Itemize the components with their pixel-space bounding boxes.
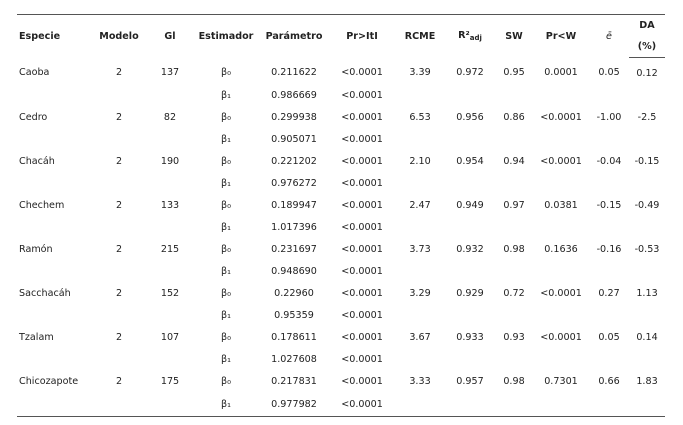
empty-cell <box>445 260 495 282</box>
cell-sw: 0.72 <box>503 287 525 299</box>
empty-cell <box>629 392 665 417</box>
cell-gl: 175 <box>160 375 180 387</box>
cell-da: 1.13 <box>636 287 658 299</box>
cell-modelo: 2 <box>115 287 123 299</box>
empty-cell <box>445 172 495 194</box>
empty-cell <box>17 216 91 238</box>
empty-cell <box>91 172 147 194</box>
cell-pr-t: <0.0001 <box>341 155 383 167</box>
cell-da: -0.15 <box>634 155 660 167</box>
cell-e-bar: -1.00 <box>596 111 622 123</box>
cell-gl: 133 <box>160 199 180 211</box>
cell-pr-t: <0.0001 <box>341 265 383 277</box>
cell-pr-t: <0.0001 <box>341 309 383 321</box>
cell-pr-t: <0.0001 <box>341 375 383 387</box>
cell-sw: 0.98 <box>503 375 525 387</box>
cell-gl: 107 <box>160 331 180 343</box>
empty-cell <box>147 392 193 417</box>
cell-rcme: 6.53 <box>409 111 431 123</box>
empty-cell <box>629 128 665 150</box>
cell-modelo: 2 <box>115 155 123 167</box>
cell-pr-t: <0.0001 <box>341 221 383 233</box>
cell-parametro: 0.986669 <box>271 89 317 101</box>
empty-cell <box>17 260 91 282</box>
empty-cell <box>91 128 147 150</box>
empty-cell <box>147 84 193 106</box>
header-gl: Gl <box>164 30 176 42</box>
empty-cell <box>533 128 589 150</box>
header-rcme: RCME <box>404 30 436 42</box>
table-row <box>17 216 665 238</box>
cell-especie: Cedro <box>19 111 48 123</box>
cell-estimador: β₀ <box>221 199 231 211</box>
empty-cell <box>495 392 533 417</box>
cell-da: -2.5 <box>637 111 657 123</box>
empty-cell <box>147 304 193 326</box>
header-parametro: Parámetro <box>265 30 323 42</box>
empty-cell <box>91 216 147 238</box>
cell-pr-t: <0.0001 <box>341 133 383 145</box>
empty-cell <box>395 216 445 238</box>
empty-cell <box>495 216 533 238</box>
cell-estimador: β₀ <box>221 331 231 343</box>
cell-gl: 137 <box>160 67 180 79</box>
cell-estimador: β₀ <box>221 287 231 299</box>
cell-modelo: 2 <box>115 199 123 211</box>
cell-rcme: 2.47 <box>409 199 431 211</box>
r2-subscript: adj <box>469 34 482 43</box>
header-da-unit: (%) <box>629 36 665 58</box>
cell-especie: Chechem <box>19 199 65 211</box>
cell-da: 0.14 <box>636 331 658 343</box>
cell-parametro: 1.027608 <box>271 353 317 365</box>
empty-cell <box>395 392 445 417</box>
empty-cell <box>533 304 589 326</box>
cell-sw: 0.86 <box>503 111 525 123</box>
cell-estimador: β₁ <box>221 353 231 365</box>
cell-modelo: 2 <box>115 375 123 387</box>
empty-cell <box>91 392 147 417</box>
header-especie: Especie <box>19 30 61 42</box>
empty-cell <box>533 348 589 370</box>
table-header <box>17 15 665 58</box>
cell-pr-t: <0.0001 <box>341 199 383 211</box>
empty-cell <box>533 260 589 282</box>
cell-e-bar: 0.66 <box>598 375 620 387</box>
table-row <box>17 194 665 216</box>
empty-cell <box>445 304 495 326</box>
empty-cell <box>589 84 629 106</box>
cell-rcme: 3.67 <box>409 331 431 343</box>
header-estimador: Estimador <box>198 30 254 42</box>
cell-estimador: β₀ <box>221 375 231 387</box>
cell-gl: 190 <box>160 155 180 167</box>
cell-da: -0.53 <box>634 243 660 255</box>
cell-especie: Sacchacáh <box>19 287 71 299</box>
cell-pr-w: <0.0001 <box>540 155 582 167</box>
cell-sw: 0.98 <box>503 243 525 255</box>
empty-cell <box>589 128 629 150</box>
empty-cell <box>495 172 533 194</box>
table-row <box>17 238 665 260</box>
empty-cell <box>395 128 445 150</box>
cell-pr-t: <0.0001 <box>341 177 383 189</box>
cell-parametro: 0.178611 <box>271 331 317 343</box>
cell-estimador: β₀ <box>221 67 231 79</box>
cell-rcme: 3.29 <box>409 287 431 299</box>
empty-cell <box>147 348 193 370</box>
empty-cell <box>629 304 665 326</box>
cell-r2-adj: 0.956 <box>456 111 484 123</box>
cell-pr-t: <0.0001 <box>341 89 383 101</box>
header-pr-w: Pr<W <box>545 30 577 42</box>
empty-cell <box>533 392 589 417</box>
empty-cell <box>17 392 91 417</box>
cell-sw: 0.97 <box>503 199 525 211</box>
empty-cell <box>91 304 147 326</box>
cell-r2-adj: 0.972 <box>456 67 484 79</box>
empty-cell <box>445 216 495 238</box>
cell-gl: 152 <box>160 287 180 299</box>
table-row <box>17 304 665 326</box>
empty-cell <box>17 304 91 326</box>
cell-pr-t: <0.0001 <box>341 67 383 79</box>
empty-cell <box>17 128 91 150</box>
empty-cell <box>589 260 629 282</box>
cell-pr-w: <0.0001 <box>540 331 582 343</box>
cell-sw: 0.95 <box>503 67 525 79</box>
cell-estimador: β₁ <box>221 221 231 233</box>
empty-cell <box>495 304 533 326</box>
empty-cell <box>395 84 445 106</box>
cell-pr-w: <0.0001 <box>540 287 582 299</box>
empty-cell <box>91 348 147 370</box>
empty-cell <box>629 172 665 194</box>
empty-cell <box>395 304 445 326</box>
cell-rcme: 3.73 <box>409 243 431 255</box>
cell-da: 1.83 <box>636 375 658 387</box>
cell-pr-t: <0.0001 <box>341 243 383 255</box>
cell-modelo: 2 <box>115 243 123 255</box>
cell-e-bar: -0.15 <box>596 199 622 211</box>
cell-e-bar: 0.05 <box>598 67 620 79</box>
cell-gl: 215 <box>160 243 180 255</box>
cell-especie: Chacáh <box>19 155 55 167</box>
cell-especie: Caoba <box>19 67 50 79</box>
empty-cell <box>533 216 589 238</box>
cell-e-bar: -0.16 <box>596 243 622 255</box>
cell-estimador: β₀ <box>221 155 231 167</box>
cell-especie: Chicozapote <box>19 375 79 387</box>
cell-modelo: 2 <box>115 331 123 343</box>
cell-pr-t: <0.0001 <box>341 353 383 365</box>
empty-cell <box>445 348 495 370</box>
table-row <box>17 326 665 348</box>
empty-cell <box>495 128 533 150</box>
cell-modelo: 2 <box>115 111 123 123</box>
cell-parametro: 0.299938 <box>271 111 317 123</box>
empty-cell <box>629 216 665 238</box>
cell-parametro: 0.211622 <box>271 67 317 79</box>
empty-cell <box>495 260 533 282</box>
cell-pr-w: 0.0381 <box>544 199 578 211</box>
empty-cell <box>629 84 665 106</box>
cell-e-bar: 0.05 <box>598 331 620 343</box>
table-row <box>17 392 665 417</box>
empty-cell <box>445 392 495 417</box>
cell-parametro: 0.976272 <box>271 177 317 189</box>
cell-parametro: 0.231697 <box>271 243 317 255</box>
cell-pr-w: 0.7301 <box>544 375 578 387</box>
header-pr-t: Pr>ItI <box>346 30 378 42</box>
results-table-container <box>17 14 665 417</box>
table-row <box>17 58 665 85</box>
cell-rcme: 3.39 <box>409 67 431 79</box>
empty-cell <box>445 128 495 150</box>
cell-parametro: 0.221202 <box>271 155 317 167</box>
table-row <box>17 150 665 172</box>
cell-rcme: 2.10 <box>409 155 431 167</box>
table-row <box>17 348 665 370</box>
cell-r2-adj: 0.932 <box>456 243 484 255</box>
header-da: DA <box>639 20 655 31</box>
table-row <box>17 128 665 150</box>
empty-cell <box>589 348 629 370</box>
r2-label: R² <box>458 30 470 42</box>
empty-cell <box>147 216 193 238</box>
empty-cell <box>495 348 533 370</box>
cell-pr-w: 0.1636 <box>544 243 578 255</box>
cell-da: 0.12 <box>636 67 658 79</box>
cell-e-bar: -0.04 <box>596 155 622 167</box>
cell-modelo: 2 <box>115 67 123 79</box>
cell-r2-adj: 0.957 <box>456 375 484 387</box>
cell-estimador: β₁ <box>221 133 231 145</box>
cell-estimador: β₁ <box>221 265 231 277</box>
empty-cell <box>17 348 91 370</box>
empty-cell <box>589 304 629 326</box>
empty-cell <box>395 348 445 370</box>
cell-da: -0.49 <box>634 199 660 211</box>
header-modelo: Modelo <box>99 30 139 42</box>
cell-estimador: β₁ <box>221 89 231 101</box>
cell-sw: 0.93 <box>503 331 525 343</box>
empty-cell <box>147 128 193 150</box>
header-e-bar: ē <box>606 30 612 42</box>
cell-pr-w: <0.0001 <box>540 111 582 123</box>
empty-cell <box>495 84 533 106</box>
header-sw: SW <box>505 30 523 42</box>
cell-parametro: 0.95359 <box>274 309 314 321</box>
empty-cell <box>589 172 629 194</box>
cell-especie: Tzalam <box>19 331 54 343</box>
cell-parametro: 0.977982 <box>259 392 329 417</box>
empty-cell <box>91 260 147 282</box>
empty-cell <box>91 84 147 106</box>
empty-cell <box>17 172 91 194</box>
empty-cell <box>589 392 629 417</box>
empty-cell <box>629 348 665 370</box>
table-row <box>17 370 665 392</box>
empty-cell <box>395 172 445 194</box>
table-row <box>17 172 665 194</box>
cell-parametro: 0.948690 <box>271 265 317 277</box>
cell-e-bar: 0.27 <box>598 287 620 299</box>
cell-pr-w: 0.0001 <box>544 67 578 79</box>
empty-cell <box>445 84 495 106</box>
cell-estimador: β₁ <box>221 309 231 321</box>
cell-estimador: β₀ <box>221 243 231 255</box>
cell-parametro: 1.017396 <box>271 221 317 233</box>
cell-rcme: 3.33 <box>409 375 431 387</box>
cell-gl: 82 <box>163 111 177 123</box>
table-row <box>17 84 665 106</box>
cell-sw: 0.94 <box>503 155 525 167</box>
cell-pr-t: <0.0001 <box>329 392 395 417</box>
empty-cell <box>533 84 589 106</box>
table-row <box>17 282 665 304</box>
cell-estimador: β₀ <box>221 111 231 123</box>
empty-cell <box>17 84 91 106</box>
cell-especie: Ramón <box>19 243 53 255</box>
empty-cell <box>147 260 193 282</box>
cell-pr-t: <0.0001 <box>341 331 383 343</box>
empty-cell <box>629 260 665 282</box>
cell-estimador: β₁ <box>221 177 231 189</box>
cell-pr-t: <0.0001 <box>341 111 383 123</box>
cell-parametro: 0.189947 <box>271 199 317 211</box>
table-row <box>17 106 665 128</box>
empty-cell <box>533 172 589 194</box>
table-row <box>17 260 665 282</box>
empty-cell <box>589 216 629 238</box>
cell-parametro: 0.22960 <box>274 287 314 299</box>
header-r2-adj <box>445 15 495 58</box>
regression-results-table <box>17 14 665 417</box>
empty-cell <box>147 172 193 194</box>
cell-r2-adj: 0.954 <box>456 155 484 167</box>
cell-pr-t: <0.0001 <box>341 287 383 299</box>
cell-parametro: 0.905071 <box>271 133 317 145</box>
cell-parametro: 0.217831 <box>271 375 317 387</box>
table-body <box>17 58 665 417</box>
cell-r2-adj: 0.949 <box>456 199 484 211</box>
cell-r2-adj: 0.933 <box>456 331 484 343</box>
empty-cell <box>395 260 445 282</box>
cell-estimador: β₁ <box>193 392 259 417</box>
cell-r2-adj: 0.929 <box>456 287 484 299</box>
